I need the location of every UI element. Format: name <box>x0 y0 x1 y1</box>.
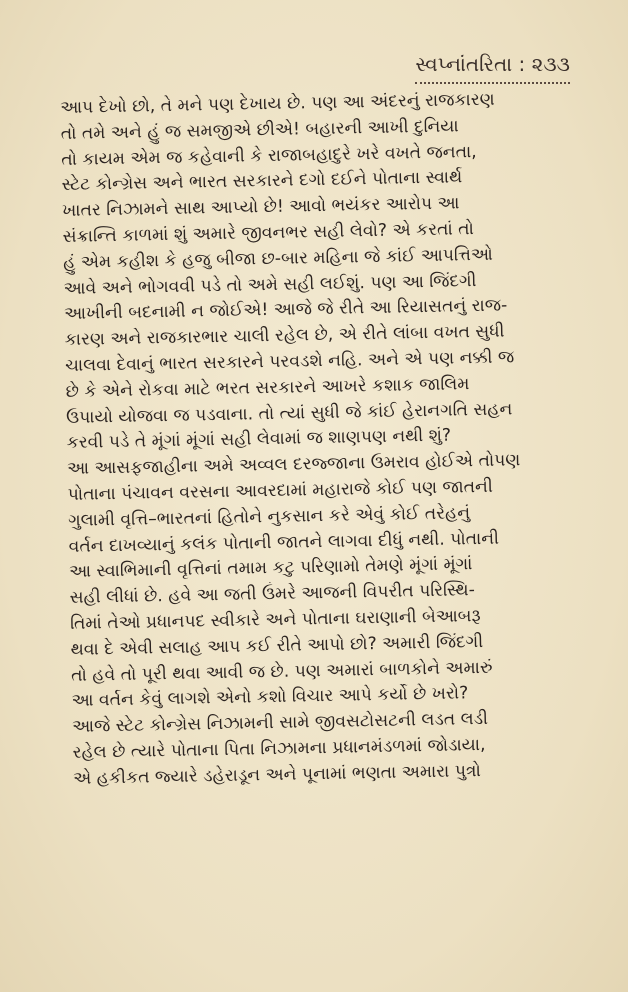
running-head <box>415 52 570 76</box>
header-rule <box>415 82 570 84</box>
text-line: ખાતર નિઝામને સાથ આપ્યો છે! આવો ભયંકર આરોપ આ <box>62 193 460 222</box>
text-line: તો તમે અને હું જ સમજીએ છીએ! બહારની આખી દુનિયા <box>60 116 459 144</box>
text-line: સહી લીધાં છે. હવે આ જતી ઉંમરે આજની વિપરીત પરિસ્થિ- <box>69 580 476 609</box>
text-line: પોતાના પંચાવન વરસના આવરદામાં મહારાજે કોઈ પણ જાતની <box>67 476 494 505</box>
text-line: કરવી પડે તે મૂંગાં મૂંગાં સહી લેવામાં જ શાણપણ નથી શું? <box>66 425 452 454</box>
text-line: તો હવે તો પૂરી થવા આવી જ છે. પણ અમારાં બાળકોને અમારું <box>70 657 493 686</box>
text-line: તિમાં તેઓ પ્રધાનપદ સ્વીકારે અને પોતાના ઘરાણાની બેઆબરૂ <box>69 605 481 634</box>
text-line: સ્ટેટ કોન્ગ્રેસ અને ભારત સરકારને દગો દઈને પોતાના સ્વાર્થ <box>61 167 463 196</box>
body-text <box>60 86 593 792</box>
text-line: તો કાયમ એમ જ કહેવાની કે રાજાબહાદુરે ખરે વખતે જનતા, <box>61 141 477 170</box>
text-line: ગુલામી વૃત્તિ–ભારતનાં હિતોને નુકસાન કરે એવું કોઈ તરેહનું <box>67 502 471 531</box>
text-line: આપ દેખો છો, તે મને પણ દેખાય છે. પણ આ અંદરનું રાજકારણ <box>60 89 495 118</box>
running-title: સ્વપ્નાંતરિતા : ૨૩૩ <box>415 52 570 76</box>
text-line: સંક્રાન્તિ કાળમાં શું અમારે જીવનભર સહી લેવો? એ કરતાં તો <box>62 219 475 247</box>
text-line: વર્તન દાખવ્યાનું કલંક પોતાની જાતને લાગવા દીધું નથી. પોતાની <box>68 528 500 557</box>
text-line: છે કે એને રોકવા માટે ભરત સરકારને આખરે કશાક જાલિમ <box>65 373 470 402</box>
text-line: આ આસફજાહીના અમે અવ્વલ દરજ્જાના ઉમરાવ હોઈએ તોપણ <box>66 450 521 480</box>
text-line: કારણ અને રાજકારભાર ચાલી રહેલ છે, એ રીતે લાંબા વખત સુધી <box>64 321 505 351</box>
text-line: આ સ્વાભિમાની વૃત્તિનાં તમામ કટુ પરિણામો તેમણે મૂંગાં મૂંગાં <box>68 554 473 583</box>
text-line: આજે સ્ટેટ કોન્ગ્રેસ નિઝામની સામે જીવસટોસટની લડત લડી <box>71 709 489 738</box>
text-line: રહેલ છે ત્યારે પોતાના પિતા નિઝામના પ્રધાનમંડળમાં જોડાયા, <box>72 734 486 763</box>
text-line: આ વર્તન કેવું લાગશે એનો કશો વિચાર આપે કર્યો છે ખરો? <box>71 683 469 712</box>
text-line: આખીની બદનામી ન જોઈએ! આજે જે રીતે આ રિયાસતનું રાજ- <box>64 295 508 325</box>
text-line: ચાલવા દેવાનું ભારત સરકારને પરવડશે નહિ. અને એ પણ નક્કી જ <box>64 347 515 376</box>
text-line: એ હકીકત જ્યારે ડહેરાડૂન અને પૂનામાં ભણતા અમારા પુત્રો <box>72 760 481 789</box>
text-line: ઉપાયો યોજવા જ પડવાના. તો ત્યાં સુધી જે કાંઈ હેરાનગતિ સહન <box>65 398 513 428</box>
text-line: હું એમ કહીશ કે હજુ બીજા છ-બાર મહિના જે કાંઈ આપત્તિઓ <box>63 244 493 273</box>
text-line: થવા દે એવી સલાહ આપ કઈ રીતે આપો છો? અમારી જિંદગી <box>70 631 484 660</box>
text-line: આવે અને ભોગવવી પડે તો અમે સહી લઈશું. પણ આ જિંદગી <box>63 270 477 299</box>
